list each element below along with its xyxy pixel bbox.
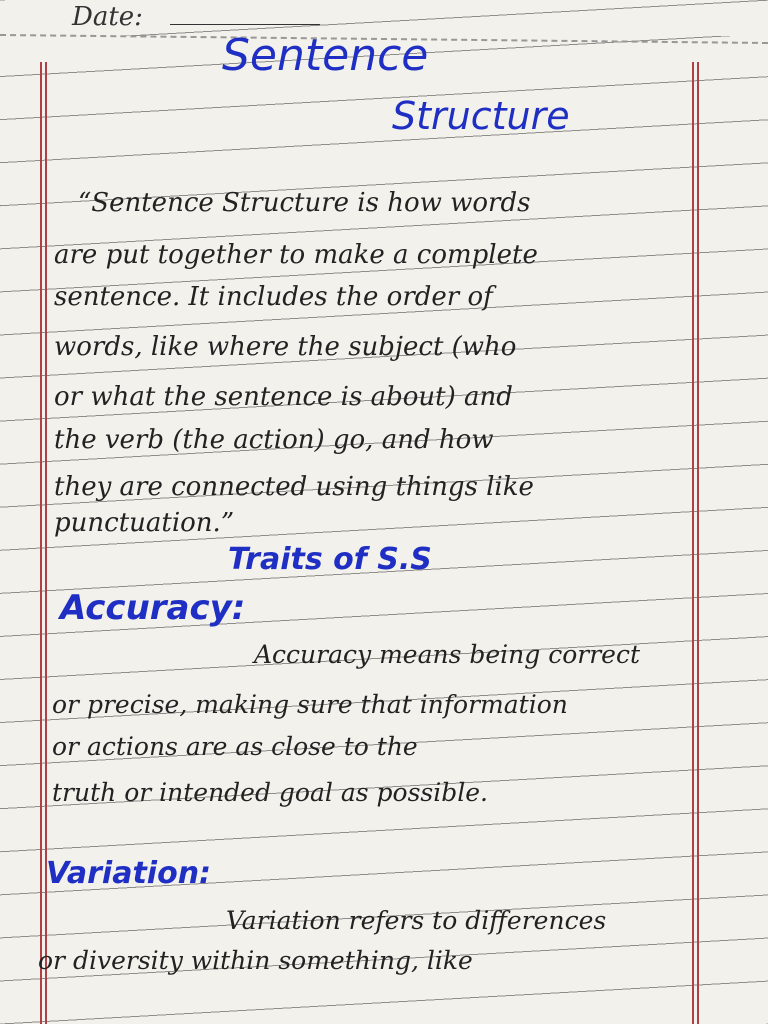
- definition-line: or what the sentence is about) and: [54, 382, 513, 412]
- left-margin-line: [40, 62, 42, 1024]
- variation-line: Variation refers to differences: [226, 906, 607, 935]
- definition-line: “Sentence Structure is how words: [78, 188, 531, 218]
- definition-line: punctuation.”: [54, 508, 235, 538]
- title-line-1: Sentence: [222, 30, 429, 81]
- date-label: Date:: [72, 2, 143, 32]
- accuracy-line: or actions are as close to the: [52, 732, 418, 761]
- title-line-2: Structure: [392, 94, 570, 138]
- accuracy-line: or precise, making sure that information: [52, 690, 568, 719]
- variation-heading: Variation:: [46, 856, 212, 891]
- variation-line: or diversity within something, like: [38, 946, 473, 975]
- traits-heading: Traits of S.S: [228, 542, 432, 577]
- accuracy-line: truth or intended goal as possible.: [52, 778, 488, 807]
- definition-line: they are connected using things like: [54, 472, 534, 502]
- accuracy-line: Accuracy means being correct: [254, 640, 641, 669]
- definition-line: the verb (the action) go, and how: [54, 425, 494, 455]
- right-margin-line: [692, 62, 694, 1024]
- definition-line: sentence. It includes the order of: [54, 282, 493, 312]
- date-underline: [170, 24, 320, 25]
- accuracy-heading: Accuracy:: [60, 588, 246, 628]
- right-margin-line-2: [697, 62, 699, 1024]
- definition-line: words, like where the subject (who: [54, 332, 517, 362]
- definition-line: are put together to make a complete: [54, 240, 538, 270]
